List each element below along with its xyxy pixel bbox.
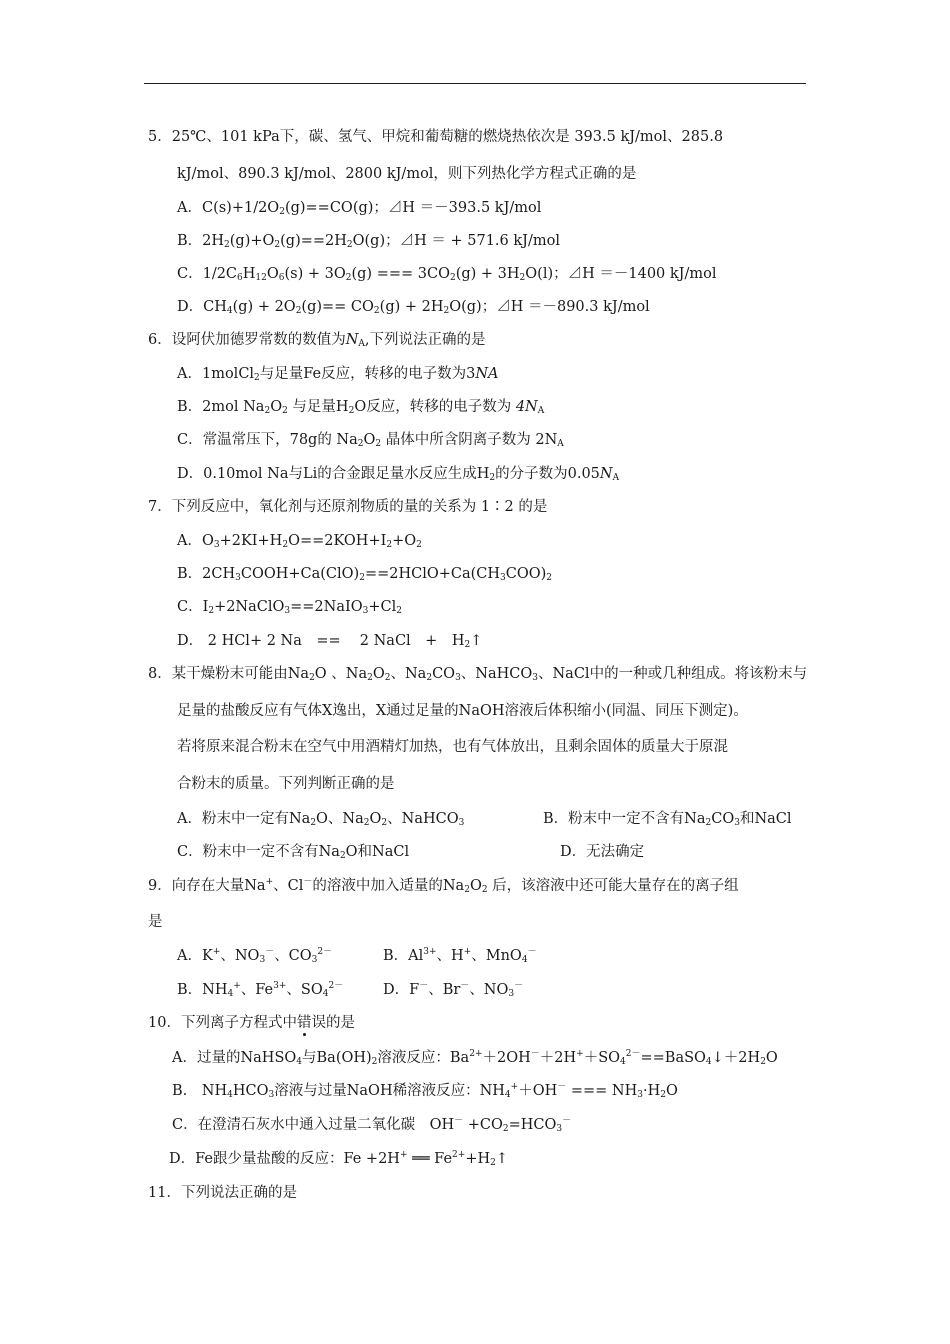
q5-option-d: D．$CH_4(g) + 2O_2(g)== CO_2(g) + 2H_2O(g)$；⊿H ＝－890.3 kJ/mol	[177, 299, 650, 316]
q8-stem-line2: 足量的盐酸反应有气体X逸出，X通过足量的NaOH溶液后体积缩小(同温、同压下测定)。	[177, 703, 748, 719]
q8-stem-line3: 若将原来混合粉末在空气中用酒精灯加热，也有气体放出，且剩余固体的质量大于原混	[177, 739, 728, 755]
q6-option-b: B．2mol $Na_2O_2$ 与足量$H_2O$反应，转移的电子数为 $4N_A$	[177, 399, 545, 416]
q8-option-a: A．粉末中一定有$Na_2O$、$Na_2O_2$、NaHCO$_3$	[177, 811, 465, 828]
q7-option-b: B．$2CH_3COOH+Ca(ClO)_2==2HClO+Ca(CH_3COO)_2$	[177, 566, 553, 583]
q9-option-b: B．$Al^{3+}$、H+、MnO$_4$－	[383, 947, 537, 965]
q8-option-c: C．粉末中一定不含有$Na_2O$和NaCl	[177, 844, 410, 861]
q8-stem-line4: 合粉末的质量。下列判断正确的是	[177, 776, 395, 792]
q6-stem: 6．设阿伏加德罗常数的数值为$N_A$,下列说法正确的是	[148, 332, 486, 349]
q5-stem-line1: 5．25℃、101 kPa下，碳、氢气、甲烷和葡萄糖的燃烧热依次是 393.5 kJ/mol、285.8	[148, 129, 724, 145]
q8-option-b: B．粉末中一定不含有$Na_2CO_3$和NaCl	[543, 811, 792, 828]
q6-option-c: C．常温常压下，78g的 $Na_2O_2$ 晶体中所含阴离子数为 $2N_A$	[177, 432, 564, 449]
q10-option-b: B. $NH_4HCO_3$溶液与过量NaOH稀溶液反应：$NH_4^++OH^-$ === $NH_3\cdot H_2O$	[172, 1082, 678, 1100]
q9-stem-line2: 是	[148, 914, 163, 930]
q9-stem-line1: 9．向存在大量Na+、Cl－的溶液中加入适量的$Na_2O_2$ 后，该溶液中还可能大量存在的离子组	[148, 877, 739, 895]
q7-option-c: C．$I_2+2NaClO_3==2NaIO_3+Cl_2$	[177, 599, 402, 616]
q10-stem: 10．下列离子方程式中错误的是	[148, 1015, 355, 1031]
q9-option-a: A．K+、$NO_3^-$、$CO_3^{2-}$	[177, 947, 333, 965]
q8-stem-line1: 8．某干燥粉末可能由$Na_2O$ 、$Na_2O_2$、$Na_2CO_3$、NaHCO$_3$、NaCl中的一种或几种组成。将该粉末与	[148, 666, 808, 683]
q10-option-a: A．过量的NaHSO$_4$与$Ba(OH)_2$溶液反应：$Ba^{2+}+2OH^-+2H^++SO_4^{2-}==BaSO_4↓+2H_2O$	[172, 1049, 778, 1067]
q5-option-a: A．$C(s)+1/2O_2(g)==CO(g)$；⊿H ＝－393.5 kJ/mol	[177, 200, 542, 217]
q6-option-a: A．1molCl$_2$与足量Fe反应，转移的电子数为3NA	[177, 366, 499, 383]
q10-option-c: C．在澄清石灰水中通入过量二氧化碳 $OH^- +CO_2=HCO_3^-$	[172, 1116, 572, 1134]
q5-stem-line2: kJ/mol、890.3 kJ/mol、2800 kJ/mol，则下列热化学方程式正确的是	[177, 166, 637, 182]
q5-option-c: C．$1/2C_6H_{12}O_6(s) + 3O_2(g)$ === $3CO_2(g) + 3H_2O(l)$；⊿H ＝－1400 kJ/mol	[177, 266, 717, 283]
q10-option-d: D．Fe跟少量盐酸的反应：Fe +2H+ ══ $Fe^{2+}+H_2↑$	[169, 1150, 508, 1168]
header-rule	[144, 83, 806, 84]
q9-option-c: B．$NH_4^+$、$Fe^{3+}$、$SO_4^{2-}$	[177, 981, 344, 999]
q5-option-b: B．$2H_2(g)+O_2(g)==2H_2O(g)$；⊿H ＝ + 571.6 kJ/mol	[177, 233, 560, 250]
q7-option-d: D． 2 HCl+ 2 Na == 2 NaCl + $H_2↑$	[177, 633, 483, 650]
q7-option-a: A．$O_3+2KI+H_2O==2KOH+I_2+O_2$	[177, 533, 422, 550]
q7-stem: 7．下列反应中，氧化剂与还原剂物质的量的关系为 1∶2 的是	[148, 499, 548, 515]
q11-stem: 11．下列说法正确的是	[148, 1185, 297, 1201]
q6-option-d: D．0.10mol Na与Li的合金跟足量水反应生成$H_2$的分子数为$0.05N_A$	[177, 466, 620, 483]
q8-option-d: D．无法确定	[560, 844, 645, 860]
q9-option-d: D．F－、Br－、$NO_3^-$	[383, 981, 524, 999]
emphasis-dot-char: 错	[296, 1015, 312, 1031]
